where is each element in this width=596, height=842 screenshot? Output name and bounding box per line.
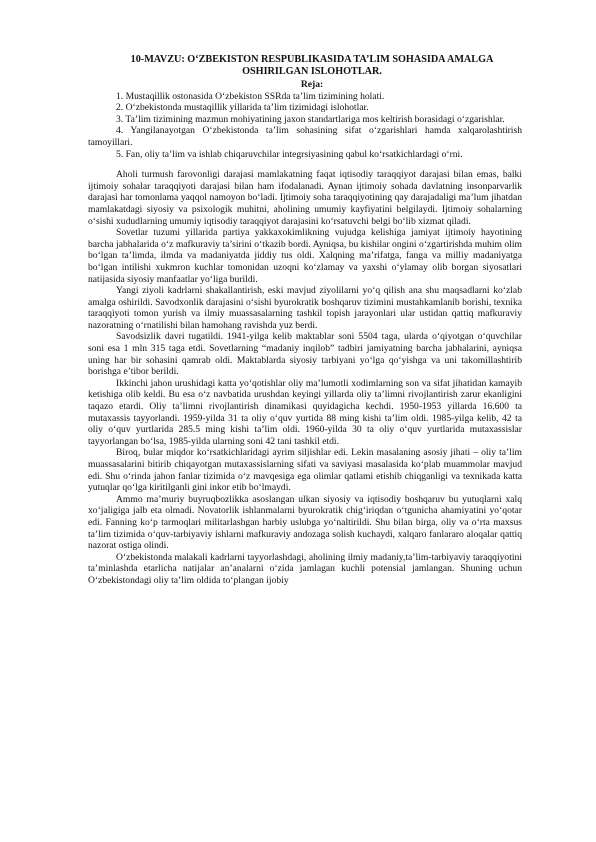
- plan-list: [88, 91, 522, 161]
- document-title: 10-MAVZU: O‘ZBEKISTON RESPUBLIKASIDA TA’LIM SOHASIDA AMALGA OSHIRILGAN ISLOHOTLAR.: [130, 54, 494, 77]
- plan-item-3: 3. Ta’lim tizimining mazmun mohiyatining jaxon standartlariga mos keltirish borasidagi o‘zgarishlar.: [116, 113, 505, 125]
- plan-item-5: 5. Fan, oliy ta’lim va ishlab chiqaruvchilar integrsiyasining qabul ko‘rsatkichlardagi o‘rni.: [116, 148, 463, 160]
- plan-heading: Reja:: [300, 79, 324, 90]
- paragraph-6: Biroq, bular miqdor ko‘rsatkichlaridagi ayrim siljishlar edi. Lekin masalaning asosiy jihati – oliy ta’lim muassasalarini bitirib chiqayotgan mutaxassislarning sifati va saviyasi masalasida ko‘plab muammolar mavjud edi. Shu o‘rinda jahon fanlar tizimida o‘z mavqesiga ega olimlar qatlami etishib chiqganligi va texnikada katta yutuqlar qo‘lga kiritilganli gini inkor etib bo‘lmaydi.: [88, 447, 522, 494]
- paragraph-7: Ammo ma’muriy buyruqbozlikka asoslangan ulkan siyosiy va iqtisodiy boshqaruv bu yutuqlarni xalq xo‘jaligiga jalb eta olmadi. Novatorlik ishlanmalarni byurokratik chig‘iriqdan o‘tgunicha ahamiyatini yo‘qotar edi. Fanning ko‘p tarmoqlari militarlashgan harbiy uslubga yo‘naltirildi. Shu bilan birga, oliy va o‘rta maxsus ta’lim tizimida o‘quv-tarbiyaviy ishlarni mafkuraviy andozaga solish kuchaydi, xalqaro fanlararo aloqalar qattiq nazorat ostiga olindi.: [88, 493, 522, 552]
- paragraph-5: Ikkinchi jahon urushidagi katta yo‘qotishlar oliy ma’lumotli xodimlarning son va sifat jihatidan kamayib ketishiga olib keldi. Bu esa o‘z navbatida urushdan keyingi yillarda oliy ta’limni rivojlantirish zarur ekanligini taqazo etardi. Oliy ta’limni rivojlantirish dinamikasi quyidagicha kechdi. 1950-1953 yillarda 16.600 ta mutaxassis tayyorlandi. 1959-yilda 31 ta oliy o‘quv yurtida 88 ming kishi ta’lim oldi. 1985-yilga kelib, 42 ta oliy o‘quv yurtlarida 285.5 ming kishi ta’lim oldi. 1960-yilda 30 ta oliy o‘quv yurtlarida mutaxassislar tayyorlangan bo‘lsa, 1985-yilda ularning soni 42 tani tashkil etdi.: [88, 377, 522, 447]
- paragraph-3: Yangi ziyoli kadrlarni shakallantirish, eski mavjud ziyolilarni yo‘q qilish ana shu maqsadlarni ko‘zlab amalga oshirildi. Savodxonlik darajasini o‘sishi byurokratik boshqaruv tizimini mustahkamlanib borishi, texnika taraqqiyoti tomon yurish va ilmiy muassasalarning tashkil topish jarayonlari ular ustidan qattiq mafkuraviy nazoratning o‘rnatilishi bilan hamohang ravishda yuz berdi.: [88, 285, 522, 331]
- paragraph-1: Aholi turmush farovonligi darajasi mamlakatning faqat iqtisodiy taraqqiyot darajasi bilan emas, balki ijtimoiy sohalar taraqqiyoti darajasi bilan ham ifodalanadi. Aynan ijtimoiy sohada davlatning insonparvarlik darajasi har tomonlama yaqqol namoyon bo‘ladi. Ijtimoiy soha taraqqiyotining qay darajadaligi ma’lum jihatdan mamlakatdagi siyosiy va psixologik muhitni, aholining umumiy kayfiyatini belgilaydi. Ijtimoiy sohalarning o‘sishi xududlarning umumiy iqtisodiy taraqqiyot darajasini ko‘rsatuvchi belgi bo‘lib xizmat qiladi.: [88, 169, 522, 227]
- paragraph-2: Sovetlar tuzumi yillarida partiya yakkaxokimlikning vujudga kelishiga jamiyat ijtimoiy hayotining barcha jabhalarida o‘z mafkuraviy ta’sirini o‘tkazib bordi. Ayniqsa, bu kishilar ongini o‘zgartirishda muhim olim bo‘lgan ta’limda, ilmda va madaniyatda jiddiy tus oldi. Xalqning ma’rifatga, fanga va milliy madaniyatga bo‘lgan intilishi xukmron kuchlar tomonidan uzoqni ko‘zlamay va yaxshi o‘ylamay olib borgan siyosatlari natijasida siyosiy manfaatlar yo‘liga burildi.: [88, 227, 522, 285]
- paragraph-4: Savodsizlik davri tugatildi. 1941-yilga kelib maktablar soni 5504 taga, ularda o‘qiyotgan o‘quvchilar soni esa 1 mln 315 taga etdi. Sovetlarning “madaniy inqilob” tadbiri jamiyatning barcha jabhalarini, ayniqsa uning har bir sohasini qamrab oldi. Maktablarda siyosiy tarbiyani yo‘lga qo‘yishga va uni takomillashtirib borishga e’tibor berildi.: [88, 331, 522, 378]
- plan-item-1: 1. Mustaqillik ostonasida O‘zbekiston SSRda ta’lim tizimining holati.: [116, 90, 385, 102]
- plan-item-4: 4. Yangilanayotgan O‘zbekistonda ta’lim sohasining sifat o‘zgarishlari hamda xalqarolashtirish tamoyillari.: [88, 125, 522, 148]
- paragraph-8: O‘zbekistonda malakali kadrlarni tayyorlashdagi, aholining ilmiy madaniy,ta’lim-tarbiyaviy taraqqiyotini ta’minlashda etarlicha natijalar an’analarni o‘zida jamlagan kuchli potensial jamlangan. Shuning uchun O‘zbekistondagi oliy ta’lim oldida to‘plangan ijobiy: [88, 551, 522, 586]
- plan-item-2: 2. O‘zbekistonda mustaqillik yillarida ta’lim tizimidagi islohotlar.: [116, 102, 369, 114]
- section-spacer: [88, 160, 522, 169]
